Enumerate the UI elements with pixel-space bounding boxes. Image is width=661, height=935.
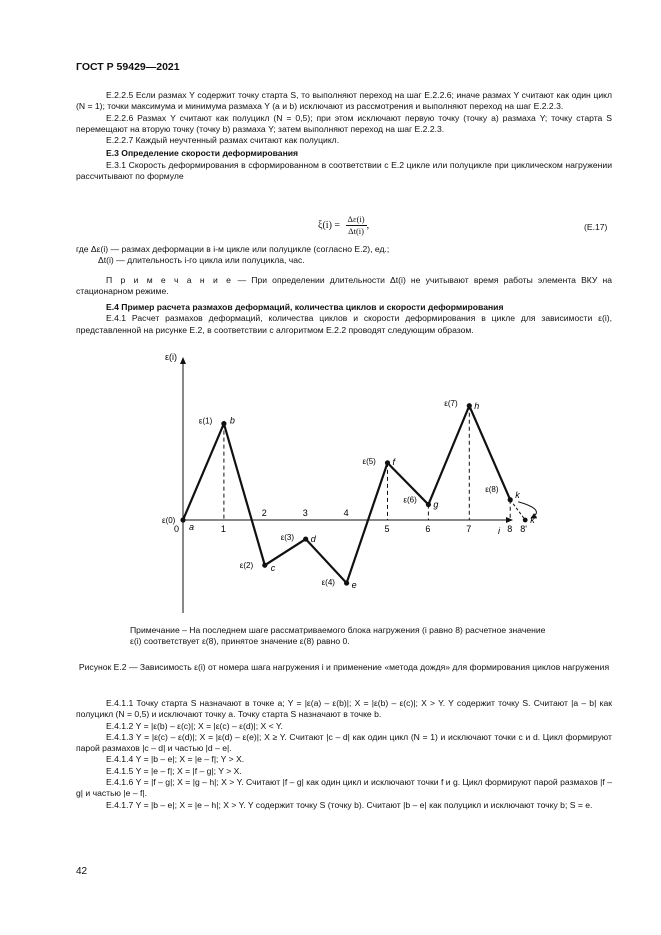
section-heading-e3: Е.3 Определение скорости деформирования [106, 148, 299, 159]
paragraph-e2-2-6: Е.2.2.6 Размах Y считают как полуцикл (N = 0,5); при этом исключают первую точку (точку a) размаха Y; точку старта S перемещают на вторую точку (точку b) размаха Y; затем выполняют переход на шаг Е.2.2.3. [76, 112, 612, 134]
data-point-a [180, 517, 185, 522]
value-label-2: ε(2) [239, 561, 254, 571]
x-tick-label-6: 6 [425, 524, 431, 534]
note-paragraph [76, 275, 612, 298]
x-tick-label-8: 8 [507, 524, 513, 534]
data-point-e [344, 580, 349, 585]
formula-e17 [318, 214, 369, 238]
paragraph-e4-1-2: Е.4.1.2 Y = |ε(b) – ε(c)|; X = |ε(c) – ε(d)|; X < Y. [106, 720, 283, 731]
figure-caption: Рисунок Е.2 — Зависимость ε(i) от номера шага нагружения i и применение «метода дождя» для формирования циклов нагружения [78, 662, 610, 672]
y-axis-label: ε(i) [165, 352, 178, 362]
formula-numerator: Δε(i) [346, 214, 367, 226]
x-tick-label-2: 2 [261, 508, 267, 518]
point-label-k: k [515, 489, 520, 500]
paragraph-e4-1-6: Е.4.1.6 Y = |f – g|; X = |g – h|; X > Y. Считают |f – g| как один цикл и исключают точки f и g. Цикл формируют парой размахов |f – g| и частью |e – f|. [76, 777, 612, 799]
x-tick-label-0: 0 [174, 524, 180, 534]
formula-denominator: Δt(i) [348, 226, 364, 237]
value-label-5: ε(5) [362, 456, 376, 466]
where-line-2: Δt(i) — длительность i-го цикла или полуцикла, час. [98, 255, 305, 266]
document-header: ГОСТ Р 59429—2021 [76, 61, 180, 73]
x-tick-label-9: 8' [520, 524, 527, 534]
paragraph-e4-1-5: Е.4.1.5 Y = |e – f|; X = |f – g|; Y > X. [106, 765, 242, 776]
value-label-3: ε(3) [280, 533, 295, 543]
where-block [76, 244, 612, 336]
data-point-g [426, 502, 431, 507]
series-line [183, 406, 513, 583]
note-label: П р и м е ч а н и е [106, 274, 233, 285]
point-label-b: b [229, 415, 235, 426]
data-point-b [221, 421, 226, 426]
paragraph-e4-1-7: Е.4.1.7 Y = |b – e|; X = |e – h|; X > Y. Y содержит точку S (точку b). Считают |b – e| как полуцикл и исключают точку b; S = e. [106, 799, 593, 810]
x-tick-label-7: 7 [466, 524, 472, 534]
data-point-kprime [523, 518, 528, 523]
value-label-8: ε(8) [485, 484, 499, 494]
chart-layer [162, 352, 537, 613]
point-label-a: a [189, 522, 195, 532]
section-heading-e4: Е.4 Пример расчета размахов деформаций, количества циклов и скорости деформирования [106, 302, 504, 313]
value-label-4: ε(4) [321, 578, 335, 588]
x-tick-label-4: 4 [343, 508, 349, 518]
value-label-0: ε(0) [162, 516, 176, 525]
formula-fraction [346, 214, 367, 238]
paragraph-e4-1-1: Е.4.1.1 Точку старта S назначают в точке a; Y = |ε(a) – ε(b)|; X = |ε(b) – ε(c)|; X > Y. Y содержит точку S. Считают |a – b| как полуцикл (N = 0,5) и исключают точку a. Точку старта S назначают в точке b. [76, 698, 612, 720]
data-point-h [467, 403, 472, 408]
x-tick-label-1: 1 [220, 524, 226, 534]
value-label-6: ε(6) [403, 495, 417, 505]
data-point-d [303, 536, 308, 541]
paragraph-e4-1-3: Е.4.1.3 Y = |ε(c) – ε(d)|; X = |ε(d) – ε(e)|; X ≥ Y. Считают |c – d| как один цикл (N = 1) и исключают точки c и d. Цикл формируют парой размахов |c – d| и частью |d – e|. [76, 731, 612, 754]
point-label-c: c [270, 563, 276, 574]
value-label-7: ε(7) [444, 398, 458, 408]
x-tick-label-5: 5 [384, 524, 390, 534]
point-label-f: f [392, 456, 396, 467]
note-text: — При определении длительности Δt(i) не учитывают время работы элемента ВКУ на стационарном режиме. [76, 274, 613, 296]
point-label-kprime: k' [530, 515, 537, 525]
where-line-1: где Δε(i) — размах деформации в i-м цикле или полуцикле (согласно Е.2), ед.; [76, 244, 390, 254]
data-point-k [508, 497, 513, 502]
figure-e2-chart [0, 338, 661, 638]
paragraphs-top [76, 90, 612, 182]
paragraphs-bottom [76, 698, 612, 811]
formula-tail: , [366, 220, 370, 232]
figure-note: Примечание – На последнем шаге рассматриваемого блока нагружения (i равно 8) расчетное значение ε(i) соответствует ε(8), принятое значение ε(8) равно 0. [130, 625, 546, 647]
paragraph-e3-1: Е.3.1 Скорость деформирования в сформированном в соответствии с Е.2 цикле или полуцикле при циклическом нагружении рассчитывают по формуле [76, 159, 612, 182]
point-label-e: e [351, 580, 357, 591]
data-point-f [385, 460, 390, 465]
paragraph-e2-2-5: Е.2.2.5 Если размах Y содержит точку старта S, то выполняют переход на шаг Е.2.2.6; иначе размах Y считают как один цикл (N = 1); точки максимума и минимума размаха Y (a и b) исключают из рассмотрения и выполняют переход на шаг Е.2.2.3. [76, 90, 612, 112]
point-label-g: g [433, 499, 439, 510]
x-axis-label: i [498, 526, 500, 536]
formula-lhs: ξ(i) = [318, 220, 341, 232]
paragraph-e2-2-7: Е.2.2.7 Каждый неучтенный размах считают как полуцикл. [106, 135, 340, 146]
paragraph-e4-1: Е.4.1 Расчет размахов деформаций, количества циклов и скорости деформирования в цикле для зависимости ε(i), представленной на рисунке Е.2, в соответствии с алгоритмом Е.2.2 проводят следующим образом. [76, 313, 612, 335]
data-point-c [262, 563, 267, 568]
x-tick-label-3: 3 [302, 508, 308, 518]
paragraph-e4-1-4: Е.4.1.4 Y = |b – e|; X = |e – f|; Y > X. [106, 754, 245, 765]
value-label-1: ε(1) [198, 416, 213, 426]
page-number: 42 [76, 866, 88, 877]
point-label-h: h [474, 400, 480, 411]
point-label-d: d [310, 534, 316, 545]
equation-number: (Е.17) [584, 222, 608, 232]
